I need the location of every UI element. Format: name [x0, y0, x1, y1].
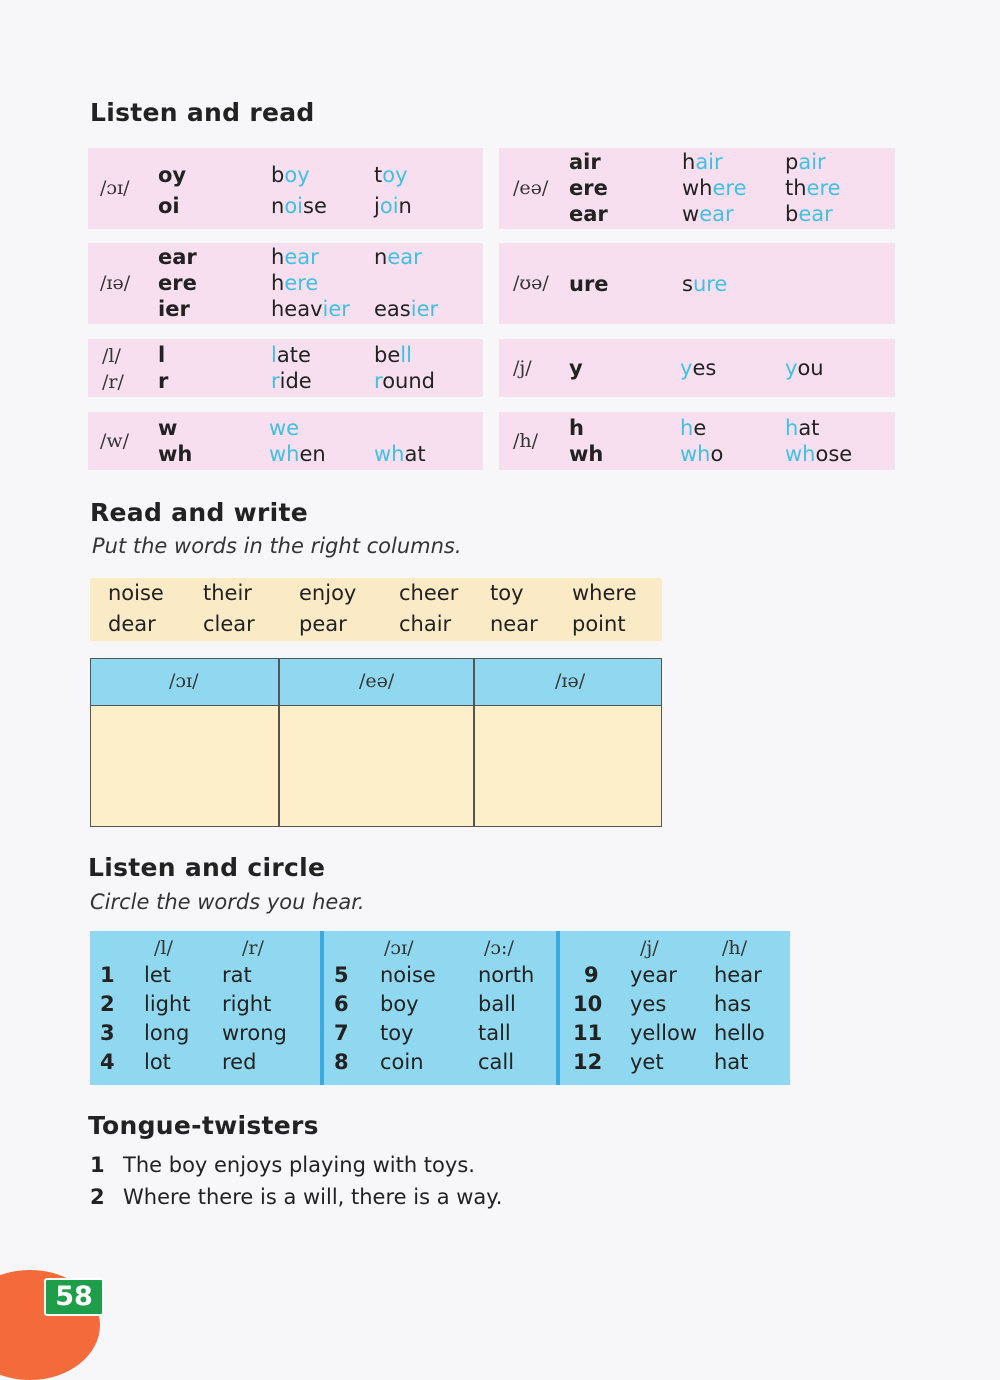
- circle-word[interactable]: hello: [714, 1021, 765, 1045]
- circle-word[interactable]: tall: [478, 1021, 511, 1045]
- item-number: 9: [584, 963, 599, 987]
- example-words-1: hear here heavier: [271, 245, 350, 321]
- word-bank-item: noise: [108, 581, 164, 605]
- listen-circle-table: [90, 931, 790, 1085]
- example-words-2: bell round: [374, 343, 435, 393]
- section-title-read-write: Read and write: [90, 498, 309, 527]
- circle-word[interactable]: hear: [714, 963, 762, 987]
- word-bank-item: pear: [299, 612, 347, 636]
- column-header-ie: /ɪə/: [555, 670, 586, 692]
- sorting-table: [90, 658, 662, 827]
- twister-number: 2: [90, 1185, 105, 1209]
- item-number: 8: [334, 1050, 349, 1074]
- group-header: /r/: [242, 937, 264, 959]
- example-words-1: yes: [680, 356, 717, 380]
- phonics-cell-w: [88, 412, 483, 470]
- instruction-read-write: Put the words in the right columns.: [92, 534, 462, 558]
- word-bank: [90, 578, 662, 641]
- example-words-1: late ride: [271, 343, 312, 393]
- ipa-label: /w/: [100, 430, 130, 452]
- column-header-ea: /eə/: [359, 670, 395, 692]
- ipa-label: /l/ /r/: [102, 345, 124, 393]
- item-number: 7: [334, 1021, 349, 1045]
- ipa-label: /ɔɪ/: [100, 177, 130, 199]
- twister-text: The boy enjoys playing with toys.: [123, 1153, 475, 1177]
- group-header: /h/: [722, 937, 748, 959]
- phonics-cell-ie: [88, 243, 483, 324]
- section-title-listen-circle: Listen and circle: [88, 853, 326, 882]
- group-divider: [320, 931, 324, 1085]
- ipa-label: /h/: [513, 430, 539, 452]
- instruction-listen-circle: Circle the words you hear.: [90, 890, 365, 914]
- circle-word[interactable]: right: [222, 992, 272, 1016]
- item-number: 11: [573, 1021, 603, 1045]
- circle-word[interactable]: yet: [630, 1050, 664, 1074]
- circle-word[interactable]: red: [222, 1050, 257, 1074]
- group-header: /j/: [640, 937, 659, 959]
- example-words-2: hat whose: [785, 416, 853, 466]
- word-bank-item: point: [572, 612, 626, 636]
- group-header: /l/: [154, 937, 173, 959]
- word-bank-item: near: [490, 612, 538, 636]
- example-words-1: sure: [682, 272, 728, 296]
- twister-number: 1: [90, 1153, 105, 1177]
- circle-word[interactable]: year: [630, 963, 677, 987]
- answer-area-oi[interactable]: [91, 706, 278, 826]
- example-words-2: pair there bear: [785, 150, 841, 226]
- letter-group: ear ere ier: [158, 245, 197, 321]
- circle-word[interactable]: light: [144, 992, 191, 1016]
- section-title-listen-read: Listen and read: [90, 98, 315, 127]
- letter-group: y: [569, 356, 583, 380]
- circle-word[interactable]: coin: [380, 1050, 424, 1074]
- phonics-cell-oi: [88, 148, 483, 229]
- circle-word[interactable]: north: [478, 963, 535, 987]
- word-bank-item: their: [203, 581, 252, 605]
- group-divider: [556, 931, 560, 1085]
- ipa-label: /ɪə/: [100, 272, 131, 294]
- item-number: 12: [573, 1050, 603, 1074]
- letter-group: ure: [569, 272, 609, 296]
- item-number: 4: [100, 1050, 115, 1074]
- page-number: 58: [44, 1278, 104, 1316]
- twister-text: Where there is a will, there is a way.: [123, 1185, 503, 1209]
- circle-word[interactable]: let: [144, 963, 171, 987]
- item-number: 5: [334, 963, 349, 987]
- example-words-1: boy noise: [271, 163, 327, 218]
- word-bank-item: where: [572, 581, 637, 605]
- example-words-2: toy join: [374, 163, 412, 218]
- ipa-label: /ʊə/: [513, 272, 549, 294]
- item-number: 3: [100, 1021, 115, 1045]
- circle-word[interactable]: lot: [144, 1050, 171, 1074]
- letter-group: l r: [158, 343, 169, 393]
- letter-group: h wh: [569, 416, 604, 466]
- example-words-2: what: [374, 442, 426, 466]
- circle-word[interactable]: yes: [630, 992, 667, 1016]
- word-bank-item: chair: [399, 612, 452, 636]
- item-number: 1: [100, 963, 115, 987]
- word-bank-item: enjoy: [299, 581, 357, 605]
- group-header: /ɔɪ/: [384, 937, 414, 959]
- word-bank-item: cheer: [399, 581, 459, 605]
- answer-area-ea[interactable]: [280, 706, 473, 826]
- word-bank-item: clear: [203, 612, 255, 636]
- circle-word[interactable]: noise: [380, 963, 436, 987]
- example-words-1: we when: [269, 416, 326, 466]
- circle-word[interactable]: has: [714, 992, 752, 1016]
- letter-group: oy oi: [158, 163, 187, 218]
- answer-area-ie[interactable]: [475, 706, 661, 826]
- phonics-cell-h: [499, 412, 895, 470]
- phonics-cell-j: [499, 339, 895, 397]
- word-bank-item: toy: [490, 581, 524, 605]
- section-title-tongue-twisters: Tongue-twisters: [88, 1111, 319, 1140]
- phonics-cell-ua: [499, 243, 895, 324]
- item-number: 6: [334, 992, 349, 1016]
- ipa-label: /eə/: [513, 177, 549, 199]
- word-bank-item: dear: [108, 612, 156, 636]
- ipa-label: /j/: [513, 357, 532, 379]
- letter-group: w wh: [158, 416, 193, 466]
- circle-word[interactable]: call: [478, 1050, 515, 1074]
- example-words-1: hair where wear: [682, 150, 747, 226]
- letter-group: air ere ear: [569, 150, 608, 226]
- circle-word[interactable]: ball: [478, 992, 516, 1016]
- circle-word[interactable]: hat: [714, 1050, 749, 1074]
- phonics-cell-l-r: [88, 339, 483, 397]
- column-header-oi: /ɔɪ/: [169, 670, 199, 692]
- example-words-2: you: [785, 356, 824, 380]
- circle-word[interactable]: wrong: [222, 1021, 287, 1045]
- circle-word[interactable]: yellow: [630, 1021, 698, 1045]
- group-header: /ɔ:/: [484, 937, 514, 959]
- circle-word[interactable]: long: [144, 1021, 190, 1045]
- phonics-cell-ea: [499, 148, 895, 229]
- item-number: 10: [573, 992, 603, 1016]
- circle-word[interactable]: boy: [380, 992, 419, 1016]
- example-words-2: near easier: [374, 245, 439, 321]
- example-words-1: he who: [680, 416, 724, 466]
- circle-word[interactable]: rat: [222, 963, 252, 987]
- circle-word[interactable]: toy: [380, 1021, 414, 1045]
- item-number: 2: [100, 992, 115, 1016]
